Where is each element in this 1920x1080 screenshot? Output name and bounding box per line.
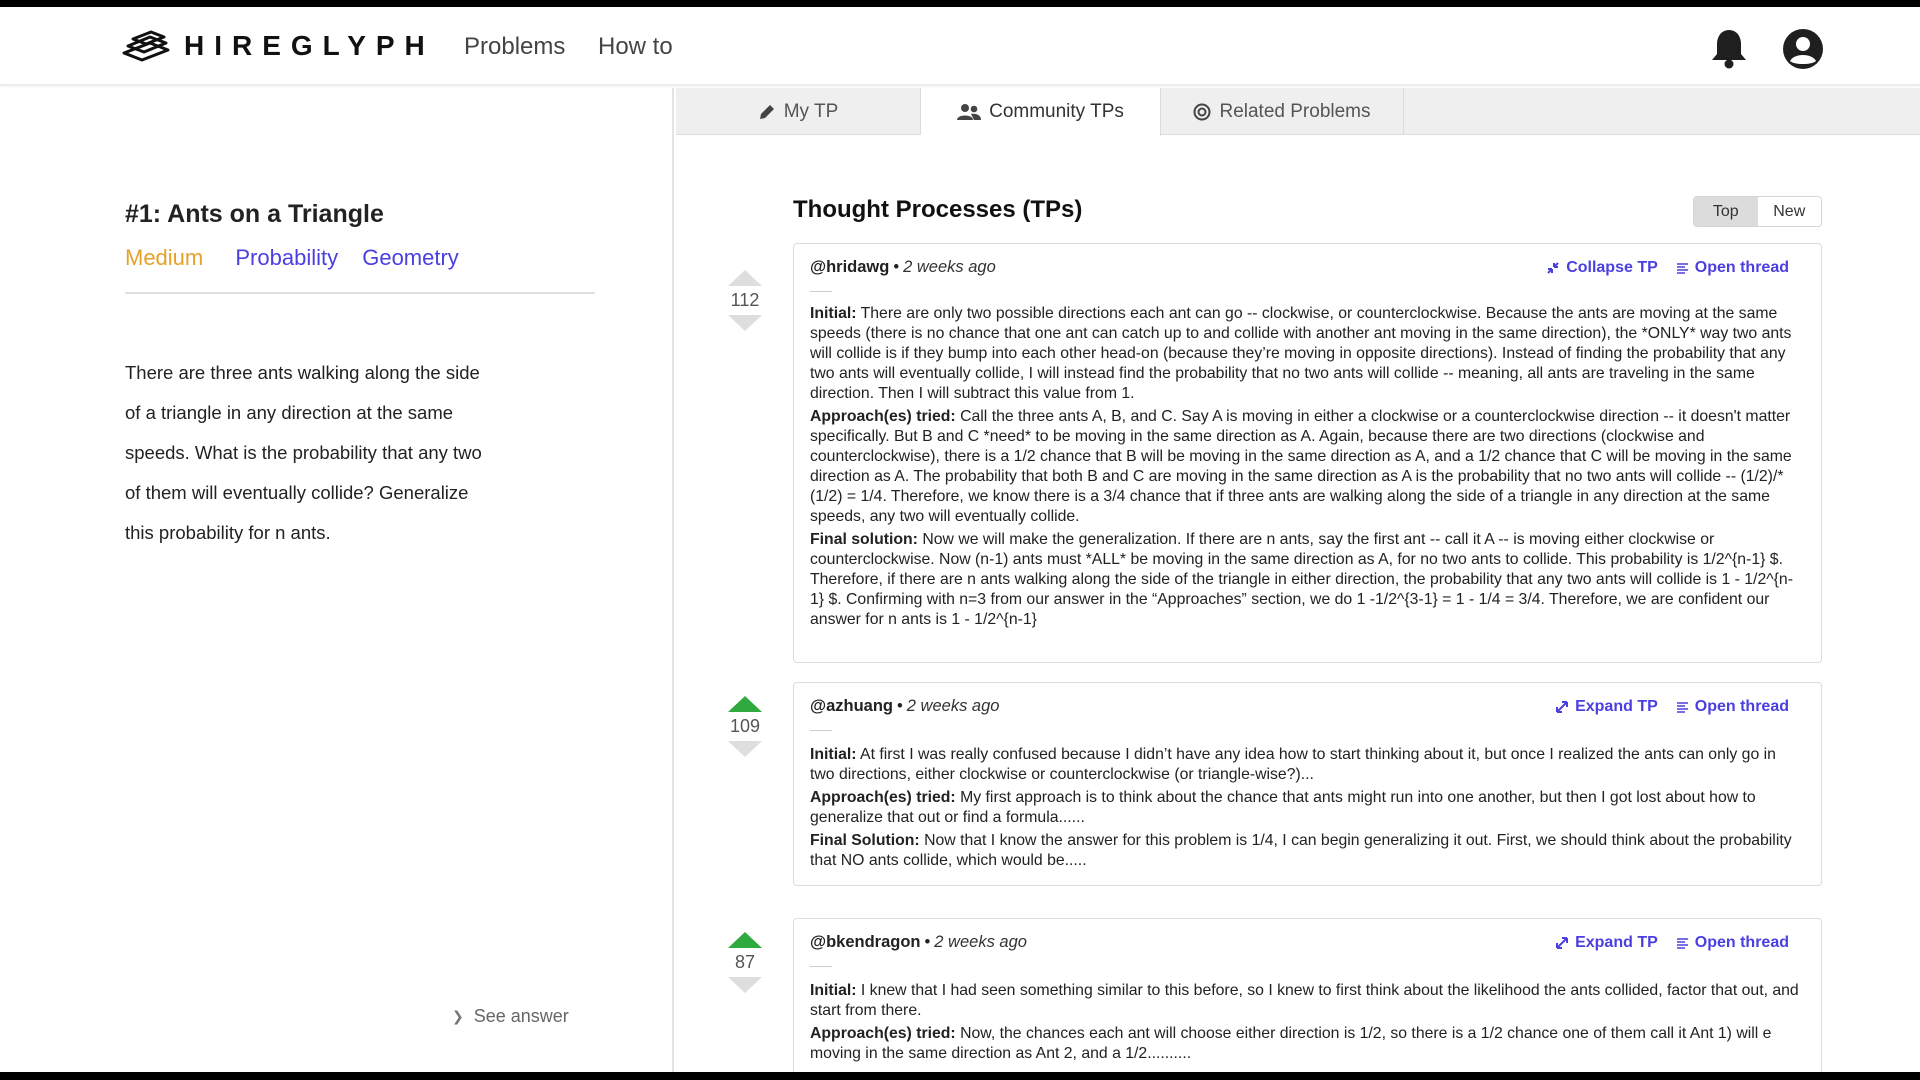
tp-card [793,243,1822,663]
tp-actions [1537,698,1789,716]
tp-body [810,304,1800,633]
tab-label: Related Problems [1219,100,1371,122]
thread-icon [1676,262,1689,275]
tp-time: 2 weeks ago [903,258,996,276]
header-rule [810,730,832,731]
tp-username[interactable]: @hridawg [810,258,890,276]
see-answer-button[interactable] [452,1006,569,1027]
see-answer-label: See answer [473,1006,569,1026]
tps-title: Thought Processes (TPs) [793,196,1083,223]
collapse-tp-button[interactable] [1546,259,1658,277]
downvote-icon[interactable] [728,977,762,993]
vote-count: 112 [730,290,760,310]
expand-tp-button[interactable] [1555,934,1658,952]
tp-section-label: Initial: [810,746,857,763]
thread-icon [1676,701,1689,714]
upvote-icon[interactable] [728,932,762,948]
tp-section [810,981,1800,1021]
tp-section-label: Approach(es) tried: [810,1025,956,1042]
logo[interactable] [120,29,435,63]
sort-toggle [1693,196,1822,227]
vote-count: 109 [729,716,761,736]
tab-bar [676,88,1920,135]
vote-control [725,932,765,993]
problem-line: this probability for n ants. [125,522,331,543]
open-thread-button[interactable] [1676,698,1789,716]
nav-how-to-link[interactable]: How to [598,33,673,60]
expand-icon [1555,936,1569,950]
tp-section [810,407,1800,527]
problem-pane [0,88,674,1072]
upvote-icon[interactable] [728,696,762,712]
tp-section-label: Initial: [810,982,857,999]
tp-section [810,745,1800,785]
tab-my-tp[interactable] [676,88,921,135]
chevron-down-icon: ❯ [452,1008,464,1024]
tp-section [810,530,1800,630]
collapse-tp-label: Collapse TP [1566,259,1658,276]
tp-section [810,831,1800,871]
problem-tags [125,245,459,271]
tp-card [793,682,1822,886]
category-tag[interactable]: Probability [235,245,339,270]
category-tag[interactable]: Geometry [362,245,459,270]
tp-section-text: Now that I know the answer for this problem is 1/4, I can begin generalizing it out. First, we should think about the probability that NO ants collide, which would be..... [810,832,1792,869]
open-thread-label: Open thread [1694,259,1789,276]
tp-body [810,981,1800,1067]
top-edge [0,0,1920,7]
header-rule [810,966,832,967]
problem-line: of a triangle in any direction at the same [125,402,454,423]
tp-section-text: At first I was really confused because I didn’t have any idea how to start thinking about it, but once I realized the ants can only go in two directions, either clockwise or counterclockwise (or triangle-wise?)... [810,746,1776,783]
tab-community-tps[interactable] [921,88,1161,136]
open-thread-button[interactable] [1676,934,1789,952]
pencil-icon [758,103,776,121]
tp-section [810,788,1800,828]
vote-count: 87 [734,952,756,972]
tp-pane [676,88,1920,1072]
upvote-icon[interactable] [728,270,762,286]
tp-card [793,918,1822,1080]
expand-icon [1555,700,1569,714]
header-rule [810,291,832,292]
tp-time: 2 weeks ago [906,697,1000,715]
bell-icon[interactable] [1710,27,1748,69]
nav-problems-link[interactable]: Problems [464,33,566,60]
tp-section-text: Now, the chances each ant will choose either direction is 1/2, so there is a 1/2 chance one of them call it Ant 1) will e moving in the same direction as Ant 2, and a 1/2.......... [810,1025,1772,1062]
open-thread-label: Open thread [1694,934,1789,951]
vote-control [725,270,765,331]
tp-section-text: Call the three ants A, B, and C. Say A is moving in either a clockwise or a counterclockwise direction -- it doesn't matter specifically. But B and C *need* to be moving in the same direction as A. Again, because there are two directions (clockwise and counterclockwise), there is a 1/2 chance that B will be moving in the same direction as A, and a 1/2 chance that C will be moving in the same direction as A. The probability that both B and C are moving in the same direction as A is the probability that no two ants will collide -- (1/2)/*(1/2) = 1/4. Therefore, we know there is a 3/4 chance that if three ants are walking along the side of a triangle in any direction at the same speeds, any two will eventually collide. [810,408,1792,525]
problem-line: of them will eventually collide? Generalize [125,482,469,503]
tp-section [810,304,1800,404]
collapse-icon [1546,261,1560,275]
logo-text: HIREGLYPH [184,30,435,61]
tp-actions [1528,259,1789,277]
tp-section-label: Approach(es) tried: [810,408,956,425]
tp-section-text: There are only two possible directions each ant can go -- clockwise, or counterclockwise. Because the ants are moving at the same speeds (there is no chance that one ant can catch up to and collide with another ant moving in the same direction), the *ONLY* way two ants will collide is if they bump into each other head-on (because they’re moving in opposite directions). Instead of finding the probability that any two ants will eventually collide, I will instead find the probability that no two ants will collide -- meaning, all ants are traveling in the same direction. Then I will subtract this value from 1. [810,305,1792,402]
top-nav [0,7,1920,86]
tp-section-text: Now we will make the generalization. If there are n ants, say the first ant -- call it A -- is moving either clockwise or counterclockwise. Now (n-1) ants must *ALL* be moving in the same direction as A, for no two ants to collide. This probability is 1/2^{n-1} $. Therefore, if there are n ants walking along the side of the triangle in either direction, the probability that any two ants will collide is 1 - 1/2^{n-1} $. Confirming with n=3 from our answer in the “Approaches” section, we do 1 -1/2^{3-1} = 1 - 1/4 = 3/4. Therefore, we are confident our answer for n ants is 1 - 1/2^{n-1} [810,531,1793,628]
account-circle-icon[interactable] [1782,28,1824,70]
sort-new-button[interactable]: New [1773,202,1806,220]
tp-section-label: Final solution: [810,531,918,548]
tp-header: @bkendragon • 2 weeks ago [810,933,1027,951]
tp-header: @azhuang • 2 weeks ago [810,697,1000,715]
open-thread-label: Open thread [1694,698,1789,715]
problem-title: #1: Ants on a Triangle [125,200,384,228]
expand-tp-button[interactable] [1555,698,1658,716]
tp-username[interactable]: @azhuang [810,697,894,715]
tab-related-problems[interactable] [1161,88,1404,135]
problem-line: speeds. What is the probability that any two [125,442,482,463]
expand-tp-label: Expand TP [1575,698,1658,715]
vote-control [725,696,765,757]
tp-section-label: Approach(es) tried: [810,789,956,806]
difficulty-tag: Medium [125,245,204,270]
problem-statement [125,353,545,553]
target-icon [1193,103,1211,121]
users-icon [957,103,981,121]
tp-section-label: Final Solution: [810,832,920,849]
thread-icon [1676,937,1689,950]
bottom-edge [0,1072,1920,1080]
tp-section-text: I knew that I had seen something similar to this before, so I knew to first think about the likelihood the ants collided, factor that out, and start from there. [810,982,1799,1019]
expand-tp-label: Expand TP [1575,934,1658,951]
tp-time: 2 weeks ago [934,933,1027,951]
tp-body [810,745,1800,874]
tp-section [810,1024,1800,1064]
sort-top-button[interactable]: Top [1694,197,1758,226]
tp-header: @hridawg • 2 weeks ago [810,258,996,276]
tp-section-label: Initial: [810,305,857,322]
logo-icon [120,29,172,63]
tab-label: My TP [783,100,839,122]
tp-actions [1537,934,1789,952]
open-thread-button[interactable] [1676,259,1789,277]
tp-section-text: My first approach is to think about the chance that ants might run into one another, but then I got lost about how to generalize that out or find a formula...... [810,789,1756,826]
tp-username[interactable]: @bkendragon [810,933,921,951]
title-divider [125,292,595,294]
tab-label: Community TPs [989,101,1124,122]
downvote-icon[interactable] [728,741,762,757]
downvote-icon[interactable] [728,315,762,331]
problem-line: There are three ants walking along the side [125,362,480,383]
